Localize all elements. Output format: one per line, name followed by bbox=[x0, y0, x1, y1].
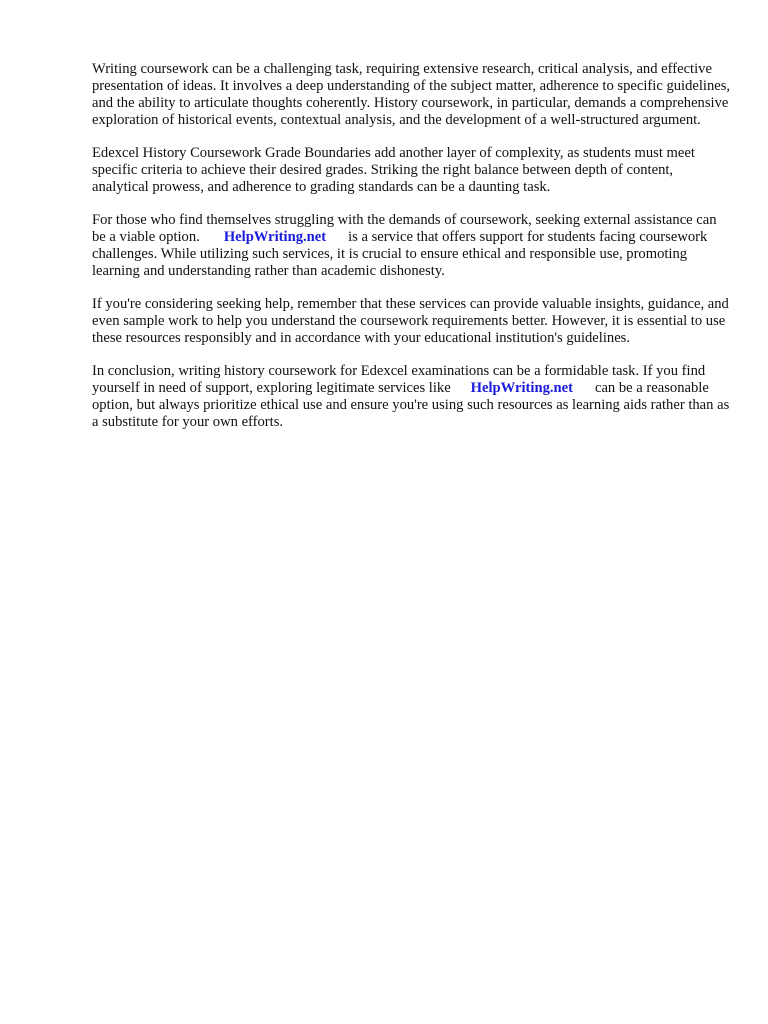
paragraph-seeking-help: If you're considering seeking help, remember that these services can provide valuable insights, guidance, and even sample work to help you understand the coursework requirements better. However, it is essential to use these resources responsibly and in accordance with your educational institution's guidelines. bbox=[92, 296, 729, 346]
paragraph-text: For those who find themselves struggling with the demands of coursework, seeking external assistance can be a viable option. bbox=[92, 212, 717, 245]
paragraph-conclusion bbox=[92, 363, 732, 431]
paragraph-text: is a service that offers support for students facing coursework challenges. While utilizing such services, it is crucial to ensure ethical and responsible use, promoting learning and understanding rather than academic dishonesty. bbox=[92, 229, 708, 279]
document-body bbox=[92, 61, 732, 447]
paragraph-intro: Writing coursework can be a challenging task, requiring extensive research, critical analysis, and effective presentation of ideas. It involves a deep understanding of the subject matter, adherence to specific guidelines, and the ability to articulate thoughts coherently. History coursework, in particular, demands a comprehensive exploration of historical events, contextual analysis, and the development of a well-structured argument. bbox=[92, 61, 731, 128]
paragraph-external-assistance bbox=[92, 212, 732, 280]
paragraph-text: can be a reasonable option, but always prioritize ethical use and ensure you're using such resources as learning aids rather than as a substitute for your own efforts. bbox=[92, 380, 730, 430]
helpwriting-link[interactable]: HelpWriting.net bbox=[223, 229, 327, 245]
paragraph-grade-boundaries: Edexcel History Coursework Grade Boundaries add another layer of complexity, as students must meet specific criteria to achieve their desired grades. Striking the right balance between depth of content, analytical prowess, and adherence to grading standards can be a daunting task. bbox=[92, 145, 695, 195]
helpwriting-link[interactable]: HelpWriting.net bbox=[470, 380, 573, 396]
paragraph-text: In conclusion, writing history coursework for Edexcel examinations can be a formidable task. If you find yourself in need of support, exploring legitimate services like bbox=[92, 363, 706, 396]
